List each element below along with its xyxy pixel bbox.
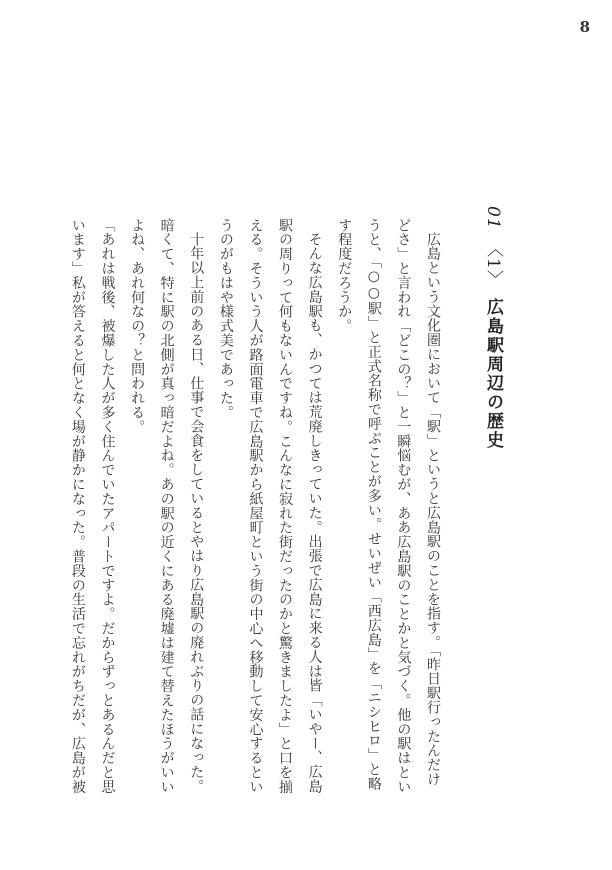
body-text [62, 218, 447, 808]
text-line: 「あれは戦後、被爆した人が多く住んでいたアパートですよ。だからずっとあるんだと思 [99, 218, 116, 794]
text-line: 十年以上前のある日、仕事で会食をしているとやはり広島駅の廃れぶりの話になった。 [188, 232, 205, 794]
text-line: うのがもはや様式美であった。 [217, 218, 234, 420]
section-title: 広島駅周辺の歴史 [483, 298, 503, 451]
section-sub-number: 〈1〉 [483, 240, 503, 288]
section-heading [482, 206, 504, 450]
section-number: 01 [483, 206, 503, 230]
text-line: います」私が答えると何となく場が静かになった。普段の生活で忘れがちだが、広島が被 [69, 218, 86, 794]
text-line: そんな広島駅も、かつては荒廃しきっていた。出張で広島に来る人は皆「いやー、広島 [306, 232, 323, 794]
text-line: 駅の周りって何もないんですね。こんなに寂れた街だったのかと驚きましたよ」と口を揃 [277, 218, 294, 794]
text-line: よね、あれ何なの？と問われる。 [129, 218, 146, 434]
text-line: どさ」と言われ「どこの？」と一瞬悩むが、ああ広島駅のことかと気づく。他の駅はとい [395, 218, 412, 794]
page-number: 8 [579, 18, 590, 36]
text-line: 広島という文化圏において「駅」というと広島駅のことを指す。「昨日駅行ったんだけ [425, 232, 441, 787]
text-line: す程度だろうか。 [336, 218, 353, 334]
text-line: える。そういう人が路面電車で広島駅から紙屋町という街の中心へ移動して安心するとい [247, 218, 264, 794]
text-line: うと、「○○駅」と正式名称で呼ぶことが多い。せいぜい「西広島」を「ニシヒロ」と略 [365, 218, 382, 791]
text-line: 暗くて、特に駅の北側が真っ暗だよね。あの駅の近くにある廃墟は建て替えたほうがいい [158, 218, 175, 794]
